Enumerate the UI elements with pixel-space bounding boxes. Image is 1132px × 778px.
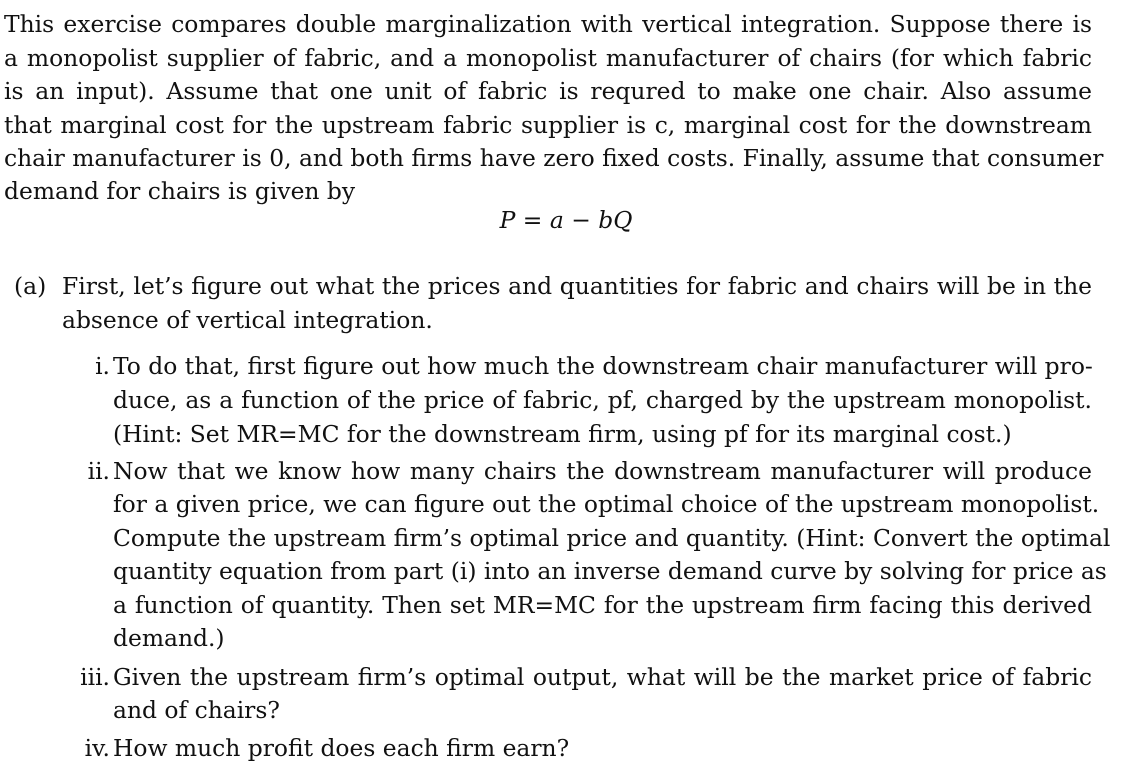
item-iii-label: iii. bbox=[80, 663, 110, 691]
intro-line-2: a monopolist supplier of fabric, and a monopolist manufacturer of chairs (for which fabric bbox=[4, 44, 1092, 72]
item-ii-line-6: demand.) bbox=[113, 624, 225, 652]
intro-line-1: This exercise compares double marginalization with vertical integration. Suppose there is bbox=[4, 10, 1092, 38]
item-iv-line-1: How much profit does each firm earn? bbox=[113, 734, 570, 762]
item-iii-line-1: Given the upstream firm’s optimal output, what will be the market price of fabric bbox=[113, 663, 1092, 691]
item-ii-line-1: Now that we know how many chairs the downstream manufacturer will produce bbox=[113, 457, 1092, 485]
item-ii-line-5: a function of quantity. Then set MR=MC for the upstream firm facing this derived bbox=[113, 591, 1092, 619]
intro-line-5: chair manufacturer is 0, and both firms have zero fixed costs. Finally, assume that consumer bbox=[4, 144, 1104, 172]
item-ii-line-4: quantity equation from part (i) into an inverse demand curve by solving for price as bbox=[113, 557, 1107, 585]
item-i-line-2: duce, as a function of the price of fabric, pf, charged by the upstream monopolist. bbox=[113, 386, 1092, 414]
item-iv-label: iv. bbox=[84, 734, 110, 762]
intro-line-4: that marginal cost for the upstream fabric supplier is c, marginal cost for the downstream bbox=[4, 111, 1092, 139]
item-ii-label: ii. bbox=[87, 457, 110, 485]
item-iii-line-2: and of chairs? bbox=[113, 696, 280, 724]
item-i-label: i. bbox=[95, 352, 110, 380]
item-ii-line-3: Compute the upstream firm’s optimal price and quantity. (Hint: Convert the optimal bbox=[113, 524, 1111, 552]
item-i-line-3: (Hint: Set MR=MC for the downstream firm, using pf for its marginal cost.) bbox=[113, 420, 1012, 448]
part-a-line-1: First, let’s figure out what the prices and quantities for fabric and chairs will be in the bbox=[62, 272, 1092, 300]
demand-equation: P = a − bQ bbox=[499, 206, 633, 234]
part-a-line-2: absence of vertical integration. bbox=[62, 306, 433, 334]
intro-line-6: demand for chairs is given by bbox=[4, 177, 356, 205]
item-ii-line-2: for a given price, we can figure out the optimal choice of the upstream monopolist. bbox=[113, 490, 1100, 518]
item-i-line-1: To do that, first figure out how much the downstream chair manufacturer will pro- bbox=[113, 352, 1093, 380]
intro-line-3: is an input). Assume that one unit of fabric is requred to make one chair. Also assume bbox=[4, 77, 1092, 105]
part-a-label: (a) bbox=[14, 272, 47, 300]
